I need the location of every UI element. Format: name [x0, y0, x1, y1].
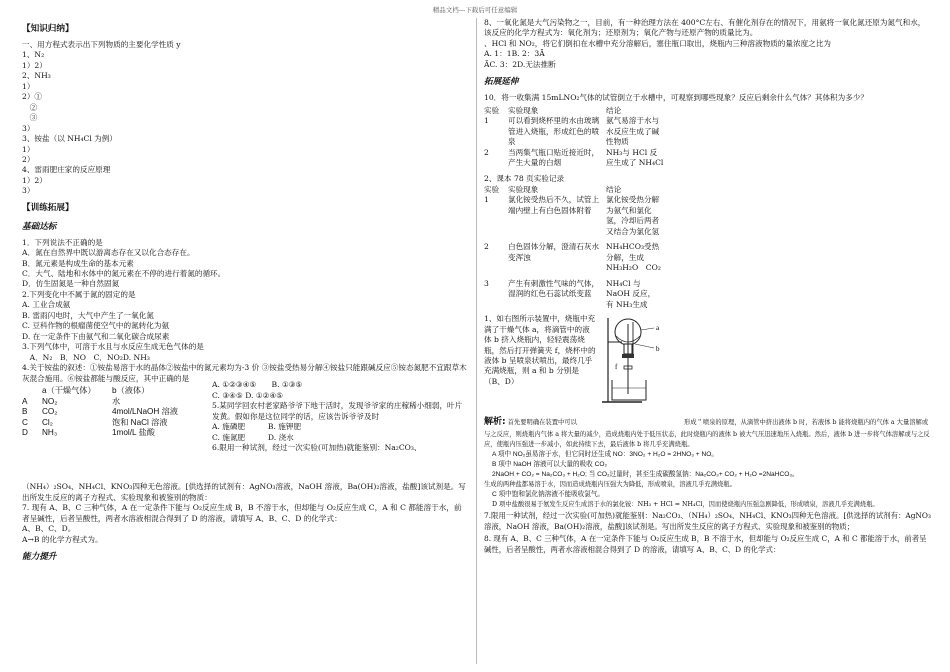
experiment-table-2: [484, 185, 932, 310]
question-line: 4.关于铵盐的叙述：①铵盐易溶于水的晶体②铵盐中的氮元素均为-3 价 ③铵盐受热易分解④铵盐只能跟碱反应⑤铵态氮肥不宜跟草木灰混合施用。⑥铵盐都能与酸反应，其中正确的是: [22, 363, 467, 383]
text-line: 3）: [22, 123, 35, 133]
table-cell: [22, 386, 42, 397]
text-line: 3、铵盐（以 NH₄Cl 为例）: [22, 134, 117, 144]
text-line: 2）: [22, 155, 35, 165]
table-cell: C: [22, 417, 28, 427]
analysis-line: 生成的两种盐都易溶于水，因而造成烧瓶内压强大为降低，形成喷泉，溶液几乎充满烧瓶。: [484, 481, 736, 489]
page-header: 精品文档---下载后可任意编辑: [432, 6, 518, 14]
answer-options: A. ①②③④⑤ B. ①③⑤: [212, 380, 303, 390]
question-line: B. 雷雨闪电时，大气中产生了一氧化氮: [22, 310, 154, 320]
analysis-line: 首先要明确在装置中可以 形成＂喷泉的原理，从滴管中挤出液体 b 时，若液体 b 能将烧瓶内的气体 a 大量溶解或与之反应，则烧瓶内气体 a 将大量的减少，造成烧瓶内处于低压状态，此时烧瓶内的液体 b 被大气压迅速地压入烧瓶。然后，液体 b 进一步将气体溶解或与之反应，使瓶内压强进一步减小，如此持续下去，最后液体 b 将几乎充满烧瓶。: [484, 419, 930, 448]
question-line: A．N₂ B．NO C．NO₂D. NH₃: [22, 352, 150, 362]
table-cell: a（干燥气体）: [42, 386, 96, 396]
table-cell: 3: [484, 278, 489, 288]
question-line: 6.限用一种试剂，经过一次实验(可加热)就能鉴别：Na₂CO₃、: [212, 442, 422, 452]
table-cell: 氯化铵受热分解为氨气和氯化氢，冷却后两者又结合为氯化氢: [606, 195, 660, 236]
left-column: [22, 18, 468, 668]
table-cell: Cl₂: [42, 417, 53, 427]
table-cell: b（液体）: [112, 386, 150, 396]
fountain-apparatus-figure: [602, 314, 676, 406]
extension-title: 拓展延伸: [484, 77, 519, 88]
q4-q6-block: [212, 380, 468, 453]
question-line: B．氮元素是构成生命的基本元素: [22, 258, 134, 268]
label-a: a: [656, 324, 660, 333]
table-cell: D: [22, 428, 28, 438]
analysis-label: 解析:: [484, 417, 506, 428]
text-line: 1、N₂: [22, 50, 45, 60]
table-cell: A: [22, 396, 28, 406]
table-cell: 结论: [606, 184, 622, 194]
answer-options: C. ③④⑤ D. ①②④⑤: [212, 390, 284, 400]
table-cell: 2: [484, 147, 489, 157]
text-line: 3）: [22, 186, 35, 196]
question-line: 5.某同学回农村老家路爷爷下地干活时，发现爷爷家的庄稼稀小细弱，叶片发黄。假如你是这位同学的话，应该告诉爷爷及时: [212, 401, 463, 421]
basic-title: 基础达标: [22, 221, 57, 232]
text-line: 1）2）: [22, 60, 47, 70]
right-column: [484, 18, 932, 668]
analysis-line: B 项中 NaOH 溶液可以大量的吸收 CO₂: [492, 460, 608, 468]
table-cell: B: [22, 407, 28, 417]
table-cell: 实验: [484, 184, 500, 194]
q7-block: [22, 380, 468, 482]
question-line: A. 施磷肥 B. 施钾肥: [212, 422, 302, 432]
question-line: 7. 现有 A、B、C 三种气体，A 在一定条件下能与 O₂反应生成 B，B 不溶于水，但却能与 O₂反应生成 C，A 和 C 都能溶于水，前者呈碱性，后者呈酸性，两者水溶液相混合得到了 D 的溶液，请填写 A、B、C、D 的化学式：: [22, 503, 462, 523]
table-cell: CO₂: [42, 407, 58, 417]
table-cell: 可以看到烧杯里的水由玻璃管进入烧瓶，形成红色的喷泉: [508, 116, 600, 147]
question-line: C. 豆科作物的根瘤菌使空气中的氮转化为氨: [22, 321, 170, 331]
table-row: [484, 279, 932, 310]
bottom-questions: [22, 482, 468, 545]
table-row: [484, 242, 932, 273]
table-row: [22, 407, 222, 418]
text-line: 1）: [22, 144, 35, 154]
training-title: 【训练拓展】: [22, 202, 74, 213]
knowledge-section: [22, 40, 468, 197]
table-row: [484, 148, 932, 169]
table-cell: 1: [484, 116, 489, 126]
fountain-question: [484, 314, 932, 412]
question-line: A→B 的化学方程式为。: [22, 534, 103, 544]
table-cell: 白色固体分解，澄清石灰水变浑浊: [508, 242, 600, 262]
stopper: [622, 354, 634, 358]
table-cell: 实验: [484, 105, 500, 115]
analysis-line: C 项中饱和氯化钠溶液不能吸收氯气。: [492, 490, 605, 498]
question-line: D．仿生固氮是一种自然固氮: [22, 279, 120, 289]
table-cell: 水: [112, 396, 121, 406]
table-row: [22, 397, 222, 408]
question-line: A．氮在自然界中既以游离态存在又以化合态存在。: [22, 248, 195, 258]
table-cell: 当两集气瓶口贴近接近时，产生大量的白烟: [508, 147, 600, 168]
question-line: A. 工业合成氨: [22, 300, 71, 310]
analysis-line: D 项中盐酸很易于氨发生反应生成溶于水的氯化铵：NH₃ + HCl = NH₄Cl，因而使烧瓶内压强急剧降低，形成喷泉，溶液几乎充满烧瓶。: [492, 501, 879, 509]
table-cell: 饱和 NaCl 溶液: [112, 417, 168, 427]
table-cell: 氯化铵受热后不久，试管上端内壁上有白色固体附着: [508, 195, 600, 215]
table-cell: 产生有刺激性气味的气体，湿润的红色石蕊试纸变蓝: [508, 278, 600, 299]
text-line: 2）①: [22, 92, 43, 102]
table-cell: 实验现象: [508, 105, 539, 115]
table-header: [484, 185, 932, 195]
table-header: [484, 106, 932, 116]
question-line: 3.下列气体中，可溶于水且与水反应生成无色气体的是: [22, 342, 204, 352]
table-cell: NH₄HCO₃受热分解，生成 NH₃H₂O CO₂: [606, 242, 661, 273]
basic-section: [22, 238, 468, 385]
table-cell: 2: [484, 242, 489, 252]
table-row: [22, 428, 222, 439]
beaker: [612, 380, 646, 400]
table-cell: 结论: [606, 105, 622, 115]
text-line: ②: [22, 102, 38, 112]
analysis-intro: [484, 416, 932, 449]
table-row: [22, 386, 222, 397]
question-line: C. 施氮肥 D. 浇水: [212, 432, 294, 442]
analysis-section: [484, 416, 932, 556]
table-row: [484, 195, 932, 237]
table-cell: 实验现象: [508, 184, 539, 194]
question-line: A. 1：1B. 2：3Ā: [484, 49, 545, 59]
table-cell: 氨气易溶于水与水反应生成了碱性物质: [606, 116, 660, 147]
question-line: D. 在一定条件下由氨气和二氧化碳合成尿素: [22, 331, 170, 341]
question-line: 7.限用一种试剂，经过一次实验(可加热)就能鉴别：Na₂CO₃、（NH₄）₂SO₄、NH₄Cl、KNO₃四种无色溶液。[供选择的试剂有：AgNO₃溶液，NaOH 溶液，Ba(OH)₂溶液，盐酸]该试剂是。写出所发生反应的离子方程式、实验现象和被鉴别的物质；: [484, 510, 931, 532]
gas-liquid-table: [22, 386, 222, 439]
label-b-pointer: [635, 344, 654, 348]
table-row: [22, 418, 222, 429]
question-10: 10．将一收集满 15mLNO₂气体的试管倒立于水槽中，可观察到哪些现象？反应后剩余什么气体？其体积为多少？: [484, 93, 869, 103]
text-line: 1）: [22, 81, 35, 91]
label-f: f: [615, 363, 618, 372]
table-row: [484, 116, 932, 147]
table-cell: 1mol/L 盐酸: [112, 428, 155, 438]
knowledge-title: 【知识归纳】: [22, 24, 74, 34]
column-divider: [476, 18, 477, 664]
record-title: 2、课本 78 页实验记录: [484, 174, 565, 184]
question-1: 1、如右图所示装置中，烧瓶中充满了干燥气体 a，将滴管中的液体 b 挤入烧瓶内，轻轻震荡烧瓶，然后打开弹簧夹 f，烧杯中的液体 b 呈喷泉状喷出，最终几乎充满烧瓶，则 a 和 b 分别是（B、D）: [484, 314, 596, 386]
text-line: 1）2）: [22, 175, 47, 185]
analysis-line: 2NaOH + CO₂ = Na₂CO₃ + H₂O; 当 CO₂过量时，甚至生成碳酸氢钠：Na₂CO₃+ CO₂ + H₂O =2NaHCO₃。: [492, 470, 799, 478]
analysis-line: A 项中 NO₂虽易溶于水，但它同时还生成 NO：3NO₂ + H₂O = 2HNO₃ + NO。: [492, 450, 718, 458]
question-line: （NH₄）₂SO₄、NH₄Cl、KNO₃四种无色溶液。[供选择的试剂有：AgNO₃溶液，NaOH 溶液，Ba(OH)₂溶液，盐酸]该试剂是。写出所发生反应的离子方程式、实验现象和被鉴别的物质：: [22, 482, 466, 502]
question-line: 1．下列说法不正确的是: [22, 237, 103, 247]
table-cell: NO₂: [42, 396, 58, 406]
ability-title: 能力提升: [22, 551, 57, 562]
table-cell: 4mol/LNaOH 溶液: [112, 407, 178, 417]
text-line: 4、雷雨肥庄家的反应原理: [22, 165, 111, 175]
question-line: 2.下列变化中不属于氮的固定的是: [22, 289, 136, 299]
table-cell: NH₃: [42, 428, 58, 438]
table-cell: NH₃与 HCl 反应生成了 NH₄Cl: [606, 147, 664, 168]
question-line: 8、一氧化氮是大气污染物之一，目前，有一种治理方法在 400°C左右、有催化剂存在的情况下，用氨将一氧化氮还原为氮气和水，该反应的化学方程式为：氧化剂为；还原剂为；氧化产物与还原产物的质量比为。: [484, 18, 926, 38]
question-line: ÃC. 3：2D.无法推断: [484, 59, 556, 69]
text-line: 2、NH₃: [22, 71, 51, 81]
label-b: b: [656, 345, 660, 354]
question-line: A、B、C、D。: [22, 524, 76, 534]
question-line: 、HCl 和 NO₂，将它们倒扣在水槽中充分溶解后，塞住瓶口取出，烧瓶内三种溶液物质的量浓度之比为: [484, 38, 831, 48]
question-line: C．大气、陆地和水体中的氮元素在不停的进行着氮的循环。: [22, 269, 226, 279]
text-line: ③: [22, 113, 38, 123]
experiment-table-1: [484, 106, 932, 169]
text-line: 一、用方程式表示出下列物质的主要化学性质 y: [22, 39, 181, 49]
table-cell: NH₄Cl 与 NaOH 反应，有 NH₃生成: [606, 278, 656, 309]
table-cell: 1: [484, 195, 489, 205]
label-a-pointer: [641, 328, 654, 330]
question-line: 8. 现有 A、B、C 三种气体，A 在一定条件下能与 O₂反应生成 B，B 不溶于水，但却能与 O₂反应生成 C，A 和 C 都能溶于水，前者呈碱性，后者呈酸性，两者水溶液相混合得到了 D 的溶液，请填写 A、B、C、D 的化学式：: [484, 533, 927, 555]
